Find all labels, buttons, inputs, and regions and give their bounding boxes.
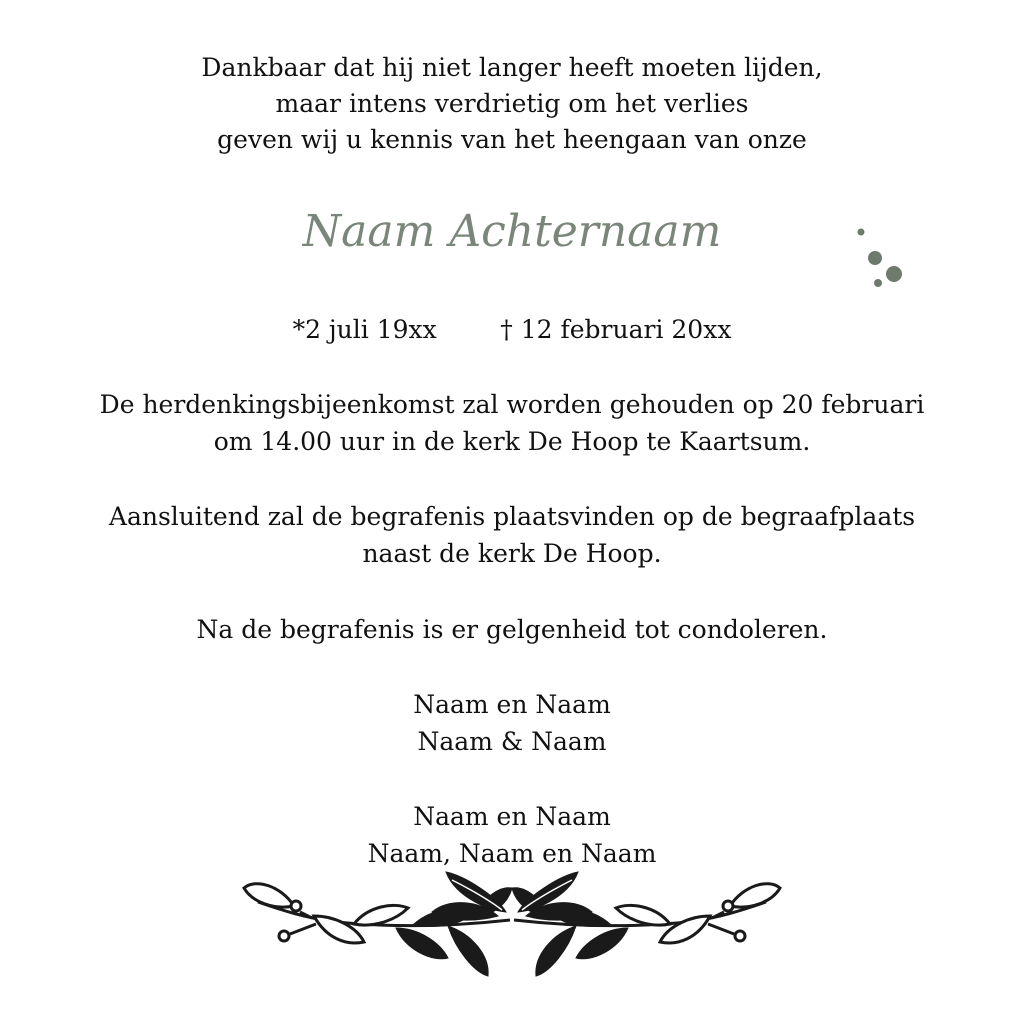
right-filled-leaf [536, 926, 576, 976]
right-bud [723, 901, 733, 911]
right-tip-leaf [730, 884, 780, 907]
left-bud [279, 931, 289, 941]
left-filled-leaf [448, 926, 488, 976]
right-outline-leaf [616, 905, 670, 925]
life-dates [0, 311, 1024, 348]
family-group-1-line-2: Naam & Naam [417, 727, 607, 756]
ceremony-line-1: De herdenkingsbijeenkomst zal worden gehouden op 20 februari [99, 390, 925, 419]
dot [886, 266, 902, 282]
intro-line-1: Dankbaar dat hij niet langer heeft moeten lijden, [201, 53, 823, 82]
family-group-1-line-1: Naam en Naam [413, 690, 611, 719]
laurel-branch-icon [236, 858, 788, 988]
intro-line-3: geven wij u kennis van het heengaan van onze [217, 125, 807, 154]
death-date: † 12 februari 20xx [500, 315, 732, 344]
left-filled-leaf [396, 928, 448, 959]
intro-line-2: maar intens verdrietig om het verlies [275, 89, 749, 118]
right-bud-stem [708, 924, 734, 934]
family-group-2-line-2: Naam, Naam en Naam [367, 839, 657, 868]
dots-cluster-icon [852, 222, 912, 292]
right-filled-leaf [576, 928, 628, 959]
left-bud [291, 901, 301, 911]
burial-line-2: naast de kerk De Hoop. [362, 539, 662, 568]
right-bud [735, 931, 745, 941]
left-outline-leaf [354, 905, 408, 925]
left-bud-stem [290, 924, 316, 934]
dot [868, 251, 882, 265]
family-group-2-line-1: Naam en Naam [413, 802, 611, 831]
birth-date: *2 juli 19xx [292, 315, 437, 344]
ceremony-line-2: om 14.00 uur in de kerk De Hoop te Kaartsum. [213, 427, 811, 456]
left-tip-leaf [244, 884, 294, 907]
deceased-name: Naam Achternaam [302, 206, 722, 257]
burial-line-1: Aansluitend zal de begrafenis plaatsvinden op de begraafplaats [108, 502, 916, 531]
dot [874, 279, 882, 287]
condolence-line: Na de begrafenis is er gelgenheid tot condoleren. [196, 615, 828, 644]
dot [858, 229, 865, 236]
